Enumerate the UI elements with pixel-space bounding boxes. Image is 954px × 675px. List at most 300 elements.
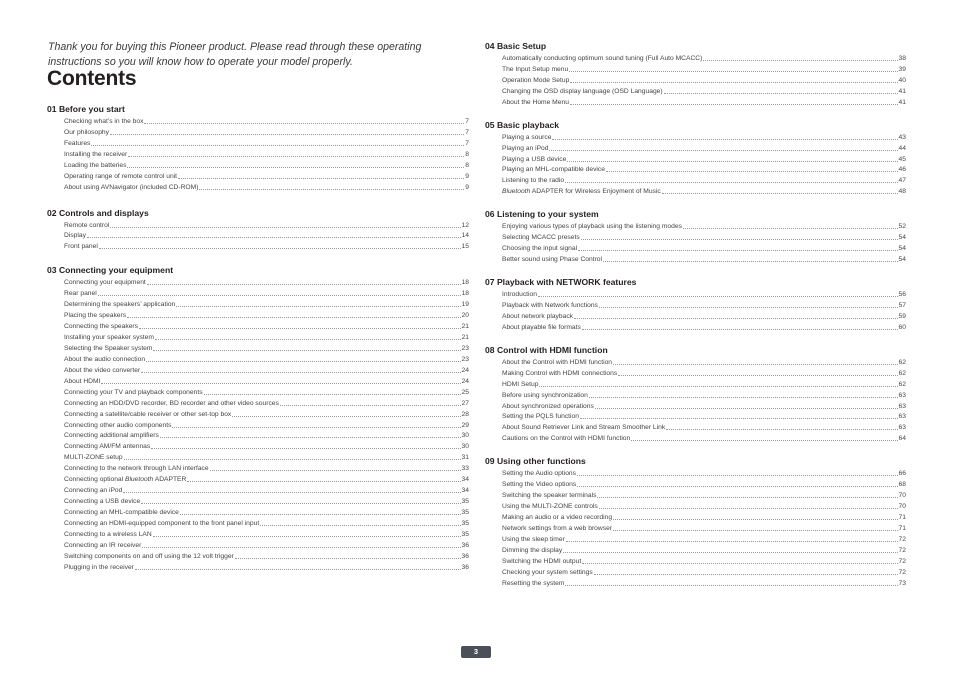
dot-leader <box>110 227 460 228</box>
toc-entry[interactable] <box>64 276 469 287</box>
toc-entry[interactable] <box>64 287 469 298</box>
toc-entry[interactable] <box>502 174 906 185</box>
toc-entry-title: Selecting the Speaker system <box>64 344 153 352</box>
section-heading: 09 Using other functions <box>485 456 586 467</box>
toc-entry[interactable] <box>502 389 906 400</box>
toc-entry[interactable] <box>64 408 469 419</box>
toc-entry-title: Connecting AM/FM antennas <box>64 443 151 451</box>
toc-entry[interactable] <box>502 522 906 533</box>
toc-page-number: 36 <box>461 563 469 571</box>
toc-entry-title: Setting the PQLS function <box>502 413 579 421</box>
toc-page-number: 52 <box>898 223 906 231</box>
toc-entry[interactable] <box>502 432 906 443</box>
toc-page-number: 54 <box>898 256 906 264</box>
toc-page-number: 40 <box>898 76 906 84</box>
toc-entry[interactable] <box>502 566 906 577</box>
toc-page-number: 18 <box>461 279 469 287</box>
toc-entry-title-italic: Bluetooth <box>502 188 531 196</box>
toc-entry[interactable] <box>64 495 469 506</box>
toc-entry-title: Playing a USB device <box>502 155 567 163</box>
toc-entry-title: Connecting to the network through LAN interface <box>64 465 209 473</box>
toc-entry-list <box>485 220 906 264</box>
toc-entry[interactable] <box>502 356 906 367</box>
toc-entry[interactable] <box>502 153 906 164</box>
toc-entry-title: Connecting an iPod <box>64 487 123 495</box>
toc-entry[interactable] <box>64 320 469 331</box>
toc-right-column <box>485 41 906 588</box>
toc-page-number: 72 <box>898 546 906 554</box>
toc-page-number: 47 <box>898 177 906 185</box>
dot-leader <box>151 448 460 449</box>
dot-leader <box>570 82 897 83</box>
toc-entry[interactable] <box>64 298 469 309</box>
toc-entry-title: Playback with Network functions <box>502 301 598 309</box>
toc-entry-title: Resetting the system <box>502 579 565 587</box>
toc-entry-title: Setting the Audio options <box>502 470 576 478</box>
toc-entry[interactable] <box>502 288 906 299</box>
toc-page-number: 9 <box>465 172 469 180</box>
toc-entry[interactable] <box>64 126 469 137</box>
toc-page-number: 30 <box>461 432 469 440</box>
toc-page-number: 54 <box>898 245 906 253</box>
toc-entry[interactable] <box>502 63 906 74</box>
toc-page-number: 33 <box>461 465 469 473</box>
dot-leader <box>577 486 897 487</box>
dot-leader <box>232 416 460 417</box>
dot-leader <box>565 182 897 183</box>
toc-entry-title: Changing the OSD display language (OSD Language) <box>502 87 663 95</box>
toc-section-06-listening-to-your-system <box>485 209 906 264</box>
toc-page-number: 73 <box>898 579 906 587</box>
dot-leader <box>123 492 460 493</box>
toc-entry-title: HDMI Setup <box>502 380 539 388</box>
toc-entry[interactable] <box>502 185 906 196</box>
dot-leader <box>552 139 897 140</box>
toc-entry-title: About the Control with HDMI function <box>502 358 613 366</box>
toc-section-07-playback-with-network-features <box>485 277 906 332</box>
toc-page-number: 8 <box>465 150 469 158</box>
toc-entry-list <box>47 115 469 192</box>
toc-entry[interactable] <box>64 517 469 528</box>
toc-section-03-connecting-your-equipment <box>47 265 469 571</box>
toc-page-number: 46 <box>898 166 906 174</box>
dot-leader <box>144 123 464 124</box>
toc-entry[interactable] <box>502 478 906 489</box>
dot-leader <box>613 364 898 365</box>
toc-entry-title-part: Connecting optional <box>64 476 124 484</box>
toc-page-number: 64 <box>898 435 906 443</box>
dot-leader <box>581 239 898 240</box>
toc-entry-title: Selecting MCACC presets <box>502 234 580 242</box>
dot-leader <box>613 519 898 520</box>
toc-page-number: 72 <box>898 557 906 565</box>
toc-page-number: 20 <box>461 312 469 320</box>
dot-leader <box>124 459 461 460</box>
toc-entry-title: Connecting an HDD/DVD recorder, BD recorder and other video sources <box>64 399 279 407</box>
dot-leader <box>563 552 897 553</box>
dot-leader <box>127 317 460 318</box>
toc-entry-title: About Sound Retriever Link and Stream Smoother Link <box>502 424 666 432</box>
dot-leader <box>574 318 898 319</box>
toc-entry[interactable] <box>64 115 469 126</box>
toc-page-number: 72 <box>898 568 906 576</box>
toc-entry[interactable] <box>64 148 469 159</box>
toc-page-number: 15 <box>461 243 469 251</box>
toc-entry-title-italic: Bluetooth <box>124 476 154 484</box>
toc-page-number: 36 <box>461 552 469 560</box>
toc-entry[interactable] <box>64 170 469 181</box>
dot-leader <box>141 372 460 373</box>
dot-leader <box>666 429 897 430</box>
toc-page-number: 59 <box>898 312 906 320</box>
toc-entry[interactable] <box>64 230 469 241</box>
dot-leader <box>155 339 461 340</box>
toc-entry-title: Front panel <box>64 243 98 251</box>
toc-entry-title: Dimming the display <box>502 546 563 554</box>
toc-page-number: 24 <box>461 377 469 385</box>
toc-entry-title: Determining the speakers’ application <box>64 301 176 309</box>
toc-entry[interactable] <box>502 321 906 332</box>
dot-leader <box>178 178 464 179</box>
dot-leader <box>187 481 460 482</box>
toc-entry[interactable] <box>64 364 469 375</box>
toc-page-number: 35 <box>461 498 469 506</box>
toc-entry-title: Connecting other audio components <box>64 421 172 429</box>
toc-entry-title: About playable file formats <box>502 323 581 331</box>
toc-entry[interactable] <box>502 421 906 432</box>
toc-entry-title: Connecting a satellite/cable receiver or other set-top box <box>64 410 232 418</box>
dot-leader <box>570 104 898 105</box>
toc-page-number: 14 <box>461 232 469 240</box>
toc-entry-title: Automatically conducting optimum sound tuning (Full Auto MCACC) <box>502 54 703 62</box>
dot-leader <box>582 563 897 564</box>
toc-page-number: 34 <box>461 487 469 495</box>
toc-page-number: 35 <box>461 509 469 516</box>
dot-leader <box>599 307 898 308</box>
toc-left-column <box>47 104 469 572</box>
toc-entry-title: Installing the receiver <box>64 150 128 158</box>
toc-entry-title: Features <box>64 139 91 147</box>
toc-entry[interactable] <box>64 137 469 148</box>
toc-entry-title: Loading the batteries <box>64 161 127 169</box>
toc-entry-title: Plugging in the receiver <box>64 563 134 571</box>
dot-leader <box>566 541 898 542</box>
toc-entry-title: Switching the speaker terminals <box>502 492 597 500</box>
toc-entry-title: Checking your system settings <box>502 568 593 576</box>
dot-leader <box>578 250 897 251</box>
toc-entry[interactable] <box>502 533 906 544</box>
toc-page-number: 41 <box>898 87 906 95</box>
toc-page-number: 43 <box>898 133 906 141</box>
dot-leader <box>595 408 898 409</box>
dot-leader <box>603 261 898 262</box>
toc-entry-title: Switching the HDMI output <box>502 557 582 565</box>
toc-entry[interactable] <box>502 467 906 478</box>
dot-leader <box>582 329 898 330</box>
dot-leader <box>683 228 898 229</box>
toc-entry[interactable] <box>502 242 906 253</box>
toc-entry-title: Operation Mode Setup <box>502 76 570 84</box>
toc-entry-title: Making Control with HDMI connections <box>502 369 618 377</box>
toc-entry-title: About the video converter <box>64 366 141 374</box>
toc-entry-title: Remote control <box>64 221 110 229</box>
toc-entry[interactable] <box>502 544 906 555</box>
toc-entry-title: About network playback <box>502 312 574 320</box>
toc-entry-list <box>47 219 469 252</box>
toc-entry-title <box>64 475 186 484</box>
toc-entry-title: Making an audio or a video recording <box>502 514 613 521</box>
toc-entry-title: Playing an MHL-compatible device <box>502 166 605 174</box>
toc-entry[interactable] <box>64 353 469 364</box>
toc-entry-title: Using the sleep timer <box>502 535 565 543</box>
dot-leader <box>597 497 897 498</box>
toc-entry[interactable] <box>64 331 469 342</box>
toc-entry-list <box>485 131 906 197</box>
toc-entry[interactable] <box>502 74 906 85</box>
dot-leader <box>142 547 460 548</box>
toc-entry[interactable] <box>64 342 469 353</box>
dot-leader <box>98 295 461 296</box>
dot-leader <box>210 470 461 471</box>
dot-leader <box>160 437 461 438</box>
toc-entry-title: Checking what’s in the box <box>64 117 144 125</box>
toc-page-number: 12 <box>461 221 469 229</box>
toc-entry[interactable] <box>64 159 469 170</box>
dot-leader <box>87 237 461 238</box>
dot-leader <box>135 569 461 570</box>
toc-page-number: 9 <box>465 183 469 191</box>
dot-leader <box>599 508 898 509</box>
toc-entry-title: Connecting an HDMI-equipped component to the front panel input <box>64 519 260 527</box>
section-heading: 02 Controls and displays <box>47 207 149 218</box>
toc-entry[interactable] <box>64 451 469 462</box>
toc-page-number: 24 <box>461 366 469 374</box>
toc-entry-title: About the Home Menu <box>502 98 569 106</box>
toc-entry-list <box>485 467 906 587</box>
toc-entry[interactable] <box>502 555 906 566</box>
dot-leader <box>101 383 460 384</box>
toc-entry[interactable] <box>502 500 906 511</box>
dot-leader <box>613 530 898 531</box>
toc-entry-title: Connecting an MHL-compatible device <box>64 509 179 516</box>
dot-leader <box>280 405 461 406</box>
toc-entry[interactable] <box>502 231 906 242</box>
dot-leader <box>141 503 460 504</box>
toc-entry-title: About the audio connection <box>64 355 146 363</box>
toc-page-number: 45 <box>898 155 906 163</box>
toc-entry[interactable] <box>502 511 906 522</box>
dot-leader <box>199 189 464 190</box>
dot-leader <box>139 328 461 329</box>
section-heading: 04 Basic Setup <box>485 41 547 51</box>
dot-leader <box>128 156 464 157</box>
toc-entry[interactable] <box>502 299 906 310</box>
toc-page-number: 72 <box>898 535 906 543</box>
toc-page-number: 41 <box>898 98 906 106</box>
dot-leader <box>172 427 460 428</box>
toc-page-number: 38 <box>898 54 906 62</box>
toc-entry[interactable] <box>64 484 469 495</box>
toc-page-number: 54 <box>898 234 906 242</box>
toc-entry-title: Listening to the radio <box>502 177 565 185</box>
dot-leader <box>594 574 898 575</box>
toc-entry[interactable] <box>502 310 906 321</box>
dot-leader <box>146 361 460 362</box>
toc-entry-title: Installing your speaker system <box>64 334 154 341</box>
toc-entry-title-part: ADAPTER <box>154 476 187 484</box>
dot-leader <box>538 296 898 297</box>
toc-entry[interactable] <box>502 253 906 264</box>
toc-page-number: 62 <box>898 369 906 377</box>
dot-leader <box>618 375 897 376</box>
page-title: Contents <box>47 67 137 90</box>
toc-entry-title: Switching components on and off using the 12 volt trigger <box>64 552 234 560</box>
toc-entry[interactable] <box>502 577 906 588</box>
toc-entry-title: About HDMI <box>64 377 101 385</box>
toc-entry[interactable] <box>64 386 469 397</box>
toc-page-number: 7 <box>465 128 469 136</box>
toc-entry[interactable] <box>502 400 906 411</box>
toc-page-number: 48 <box>898 188 906 196</box>
toc-page-number: 19 <box>461 301 469 309</box>
toc-page-number: 27 <box>461 399 469 407</box>
toc-entry[interactable] <box>64 419 469 430</box>
toc-entry-title: Our philosophy <box>64 128 109 136</box>
toc-page-number: 29 <box>461 421 469 429</box>
toc-entry-title: Connecting additional amplifiers <box>64 432 159 440</box>
toc-entry-title: Connecting to a wireless LAN <box>64 530 152 538</box>
toc-page-number: 23 <box>461 355 469 363</box>
toc-entry-title: The Input Setup menu <box>502 65 569 73</box>
toc-page-number: 18 <box>461 290 469 298</box>
toc-section-04-basic-setup <box>485 41 906 107</box>
dot-leader <box>580 418 898 419</box>
dot-leader <box>703 60 897 61</box>
dot-leader <box>180 514 461 515</box>
toc-entry[interactable] <box>64 473 469 484</box>
toc-page-number: 31 <box>461 454 469 462</box>
toc-entry[interactable] <box>64 539 469 550</box>
toc-page-number: 21 <box>461 323 469 331</box>
toc-entry[interactable] <box>502 220 906 231</box>
toc-section-01-before-you-start <box>47 104 469 192</box>
section-heading: 03 Connecting your equipment <box>47 265 174 276</box>
toc-page-number: 8 <box>465 161 469 169</box>
dot-leader <box>260 525 460 526</box>
dot-leader <box>235 558 461 559</box>
toc-entry[interactable] <box>64 440 469 451</box>
toc-entry[interactable] <box>502 378 906 389</box>
toc-entry-list <box>47 276 469 571</box>
toc-entry-title: Network settings from a web browser <box>502 524 613 532</box>
toc-entry[interactable] <box>64 506 469 517</box>
toc-entry-title: Before using synchronization <box>502 391 588 399</box>
toc-page-number: 36 <box>461 541 469 549</box>
toc-entry[interactable] <box>502 411 906 422</box>
dot-leader <box>664 93 898 94</box>
toc-page-number: 66 <box>898 470 906 478</box>
toc-entry[interactable] <box>502 142 906 153</box>
toc-page-number: 63 <box>898 402 906 410</box>
toc-entry-title: Operating range of remote control unit <box>64 172 178 180</box>
toc-entry[interactable] <box>64 561 469 572</box>
toc-entry-title: About using AVNavigator (included CD-ROM) <box>64 183 199 191</box>
toc-page-number: 71 <box>898 514 906 521</box>
toc-entry[interactable] <box>502 489 906 500</box>
dot-leader <box>176 306 460 307</box>
toc-entry-title: Better sound using Phase Control <box>502 256 603 264</box>
toc-page-number: 34 <box>461 476 469 484</box>
toc-section-05-basic-playback <box>485 120 906 197</box>
toc-entry-title: About synchronized operations <box>502 402 594 410</box>
dot-leader <box>606 171 898 172</box>
section-heading: 07 Playback with NETWORK features <box>485 277 637 288</box>
toc-page-number: 7 <box>465 139 469 147</box>
dot-leader <box>662 193 898 194</box>
toc-page-number: 25 <box>461 388 469 396</box>
dot-leader <box>589 397 898 398</box>
toc-entry[interactable] <box>64 240 469 251</box>
dot-leader <box>110 134 464 135</box>
toc-entry[interactable] <box>64 219 469 230</box>
section-heading: 01 Before you start <box>47 104 125 114</box>
toc-entry-title: Using the MULTI-ZONE controls <box>502 503 598 511</box>
toc-entry-list <box>485 356 906 444</box>
toc-entry-title: Choosing the input signal <box>502 245 578 253</box>
toc-entry-list <box>485 52 906 107</box>
toc-entry-title: Connecting a USB device <box>64 498 141 506</box>
toc-page-number: 68 <box>898 481 906 489</box>
toc-entry[interactable] <box>64 550 469 561</box>
toc-entry[interactable] <box>502 85 906 96</box>
toc-entry[interactable] <box>64 462 469 473</box>
toc-entry[interactable] <box>64 309 469 320</box>
toc-entry[interactable] <box>502 367 906 378</box>
toc-entry-title: Display <box>64 232 86 240</box>
toc-entry[interactable] <box>502 131 906 142</box>
toc-section-08-control-with-hdmi-function <box>485 345 906 444</box>
toc-entry[interactable] <box>502 164 906 175</box>
toc-entry[interactable] <box>64 528 469 539</box>
toc-page-number: 62 <box>898 358 906 366</box>
dot-leader <box>567 161 897 162</box>
toc-page-number: 60 <box>898 323 906 331</box>
toc-entry-title: Introduction <box>502 291 537 298</box>
section-heading: 06 Listening to your system <box>485 209 599 220</box>
toc-page-number: 21 <box>461 334 469 341</box>
toc-entry[interactable] <box>64 397 469 408</box>
dot-leader <box>539 386 897 387</box>
toc-page-number: 35 <box>461 519 469 527</box>
toc-entry[interactable] <box>502 96 906 107</box>
toc-page-number: 63 <box>898 424 906 432</box>
toc-entry-title <box>502 187 661 196</box>
toc-page-number: 70 <box>898 503 906 511</box>
toc-entry-title: MULTI-ZONE setup <box>64 454 123 462</box>
toc-page-number: 63 <box>898 413 906 421</box>
toc-section-09-using-other-functions <box>485 456 906 587</box>
toc-page-number: 63 <box>898 391 906 399</box>
toc-page-number: 35 <box>461 530 469 538</box>
toc-entry[interactable] <box>64 181 469 192</box>
toc-entry[interactable] <box>64 430 469 441</box>
dot-leader <box>204 394 461 395</box>
toc-entry[interactable] <box>64 375 469 386</box>
toc-entry-title: Playing an iPod <box>502 144 549 152</box>
dot-leader <box>565 585 897 586</box>
toc-entry[interactable] <box>502 52 906 63</box>
toc-page-number: 44 <box>898 144 906 152</box>
